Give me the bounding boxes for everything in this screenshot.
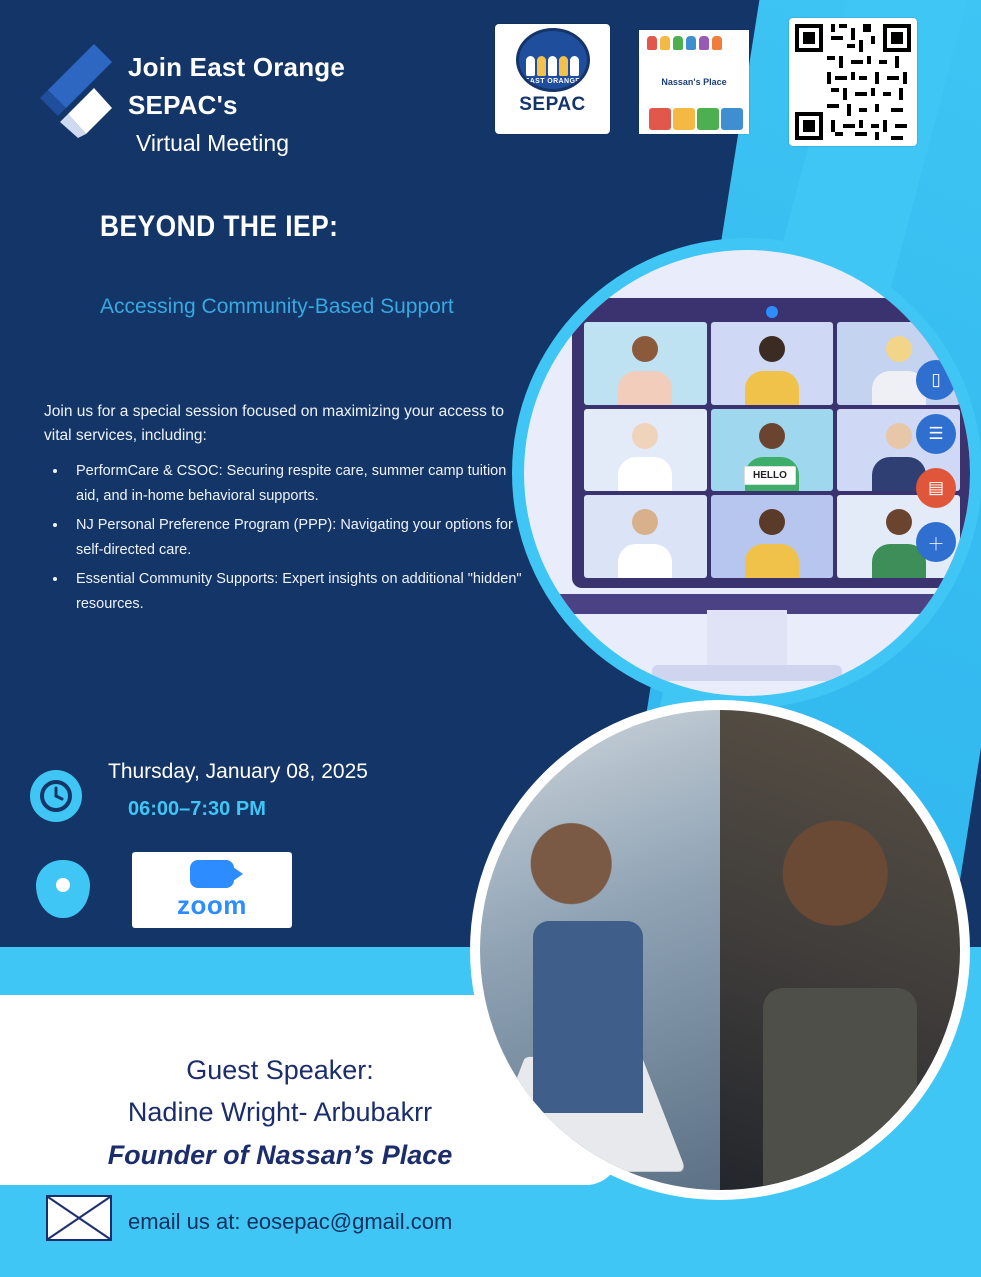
zoom-platform-badge[interactable] <box>132 852 292 928</box>
book-icon[interactable]: ▤ <box>916 468 956 508</box>
participant-grid <box>584 322 960 578</box>
list-item <box>68 567 524 617</box>
nassans-place-logo-badge <box>639 30 749 134</box>
participant-tile <box>584 322 707 405</box>
zoom-label: zoom <box>177 889 247 920</box>
add-person-icon[interactable]: ＋ <box>916 522 956 562</box>
qr-code-icon[interactable] <box>789 18 917 146</box>
clock-icon <box>30 770 82 822</box>
speaker-label: Guest Speaker: <box>186 1055 374 1085</box>
webcam-dot-icon <box>766 306 778 318</box>
video-camera-icon <box>190 860 234 888</box>
hello-caption: HELLO <box>744 466 796 485</box>
monitor-stand-base <box>652 665 842 681</box>
participant-tile <box>711 495 834 578</box>
photo-woman-headphones <box>720 710 960 1190</box>
participant-tile-active <box>711 409 834 492</box>
event-time: 06:00–7:30 PM <box>128 798 266 820</box>
nassans-name-label: Nassan's Place <box>661 77 727 87</box>
monitor-screen <box>572 298 970 588</box>
speaker-block <box>0 1049 560 1177</box>
participant-tile <box>711 322 834 405</box>
sepac-people-icon <box>526 56 579 76</box>
email-icon <box>46 1195 112 1241</box>
contact-email[interactable]: email us at: eosepac@gmail.com <box>128 1209 453 1234</box>
mobile-device-icon[interactable]: ▯ <box>916 360 956 400</box>
sepac-name-label: SEPAC <box>519 94 586 115</box>
list-item <box>68 513 524 563</box>
sepac-logo-badge <box>495 24 610 134</box>
bullet-text-2: • NJ Personal Preference Program (PPP): Navigating your options for self-directed care. <box>76 517 513 558</box>
page-title <box>128 48 478 162</box>
document-icon[interactable]: ☰ <box>916 414 956 454</box>
title-line-2: SEPAC's <box>128 90 238 120</box>
puzzle-pieces-icon <box>649 108 743 130</box>
video-call-illustration <box>512 238 981 708</box>
headline-subtitle: Accessing Community-Based Support <box>100 295 454 318</box>
speaker-name: Nadine Wright- Arbubakrr <box>127 1097 433 1127</box>
participant-tile <box>584 495 707 578</box>
flutter-logo-icon <box>38 42 118 138</box>
call-toolbar <box>916 360 956 562</box>
bullet-list <box>44 455 524 617</box>
title-line-1: Join East Orange <box>128 52 346 82</box>
participant-tile <box>584 409 707 492</box>
sepac-logo-icon <box>516 28 590 92</box>
background-cyan-notch <box>0 947 470 995</box>
event-date: Thursday, January 08, 2025 <box>108 760 368 783</box>
intro-paragraph: Join us for a special session focused on maximizing your access to vital services, including: <box>44 403 505 444</box>
monitor-stand <box>707 610 787 670</box>
headline: BEYOND THE IEP: <box>100 210 339 243</box>
hands-icon <box>647 36 722 50</box>
sepac-org-label: EAST ORANGE <box>524 78 581 85</box>
speaker-role: Founder of Nassan’s Place <box>107 1140 453 1170</box>
title-subtitle: Virtual Meeting <box>136 130 289 156</box>
list-item <box>68 459 524 509</box>
bullet-text-3: • Essential Community Supports: Expert insights on additional "hidden" resources. <box>76 571 522 612</box>
bullet-text-1: • PerformCare & CSOC: Securing respite care, summer camp tuition aid, and in-home behavioral supports. <box>76 463 507 504</box>
